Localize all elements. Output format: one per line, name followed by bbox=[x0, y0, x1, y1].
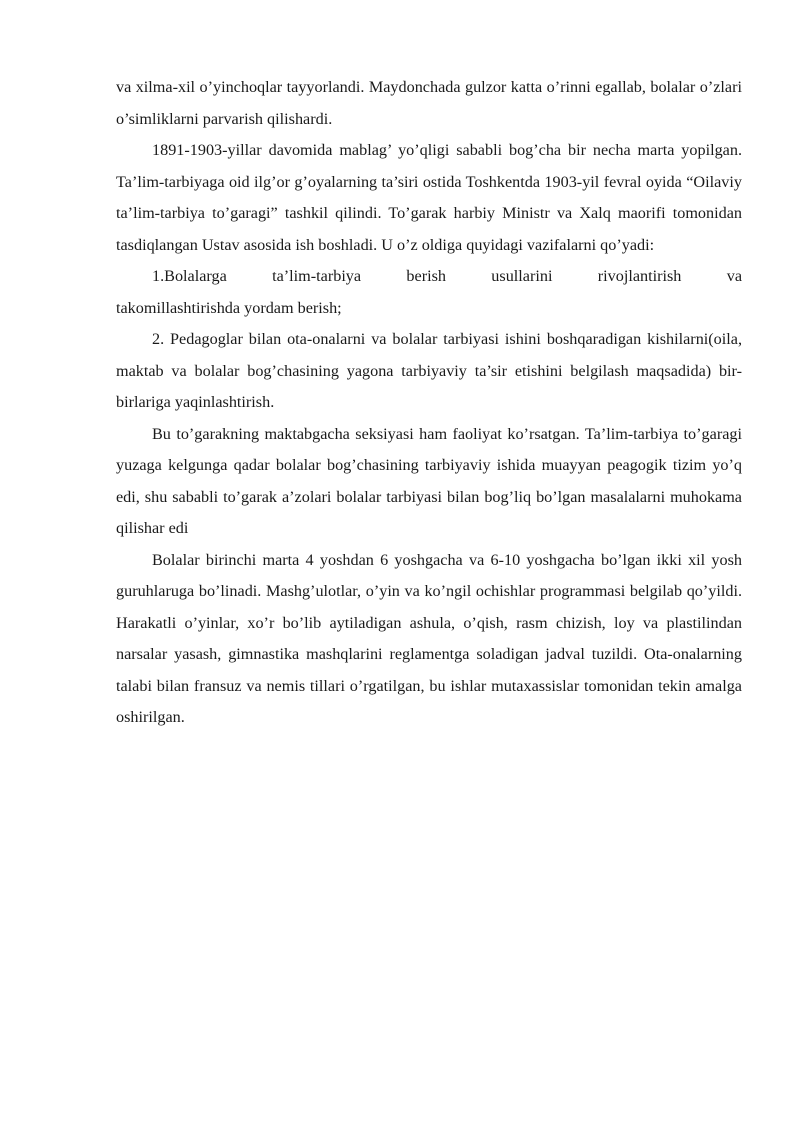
paragraph-continuation: va xilma-xil o’yinchoqlar tayyorlandi. Maydonchada gulzor katta o’rinni egallab, bolalar o’zlari o’simliklarni parvarish qilishardi. bbox=[116, 78, 742, 128]
paragraph-preschool-section: Bu to’garakning maktabgacha seksiyasi ham faoliyat ko’rsatgan. Ta’lim-tarbiya to’garagi yuzaga kelgunga qadar bolalar bog’chasining tarbiyaviy ishida muayyan peagogik tizim yo’q edi, shu sababli to’garak a’zolari bolalar tarbiyasi bilan bog’liq bo’lgan masalalarni muhokama qilishar edi bbox=[116, 424, 742, 537]
list-item-1: 1.Bolalarga ta’lim-tarbiya berish usullarini rivojlantirish va bbox=[152, 267, 742, 285]
list-item-1-continuation: takomillashtirishda yordam berish; bbox=[116, 298, 342, 317]
list-item-2: 2. Pedagoglar bilan ota-onalarni va bolalar tarbiyasi ishini boshqaradigan kishilarni(oila, maktab va bolalar bog’chasining yagona tarbiyaviy ta’sir etishini belgilash maqsadida) bir-birlariga yaqinlashtirish. bbox=[116, 330, 742, 411]
paragraph-age-groups: Bolalar birinchi marta 4 yoshdan 6 yoshgacha va 6-10 yoshgacha bo’lgan ikki xil yosh guruhlaruga bo’linadi. Mashg’ulotlar, o’yin va ko’ngil ochishlar programmasi belgilab qo’yildi. Harakatli o’yinlar, xo’r bo’lib aytiladigan ashula, o’qish, rasm chizish, loy va plastilindan narsalar yasash, gimnastika mashqlarini reglamentga soladigan jadval tuzildi. Ota-onalarning talabi bilan fransuz va nemis tillari o’rgatilgan, bu ishlar mutaxassislar tomonidan tekin amalga oshirilgan. bbox=[116, 550, 742, 726]
paragraph-history: 1891-1903-yillar davomida mablag’ yo’qligi sababli bog’cha bir necha marta yopilgan. Ta’lim-tarbiyaga oid ilg’or g’oyalarning ta’siri ostida Toshkentda 1903-yil fevral oyida “Oilaviy ta’lim-tarbiya to’garagi” tashkil qilindi. To’garak harbiy Ministr va Xalq maorifi tomonidan tasdiqlangan Ustav asosida ish boshladi. U o’z oldiga quyidagi vazifalarni qo’yadi: bbox=[116, 141, 742, 254]
document-page bbox=[116, 72, 742, 734]
